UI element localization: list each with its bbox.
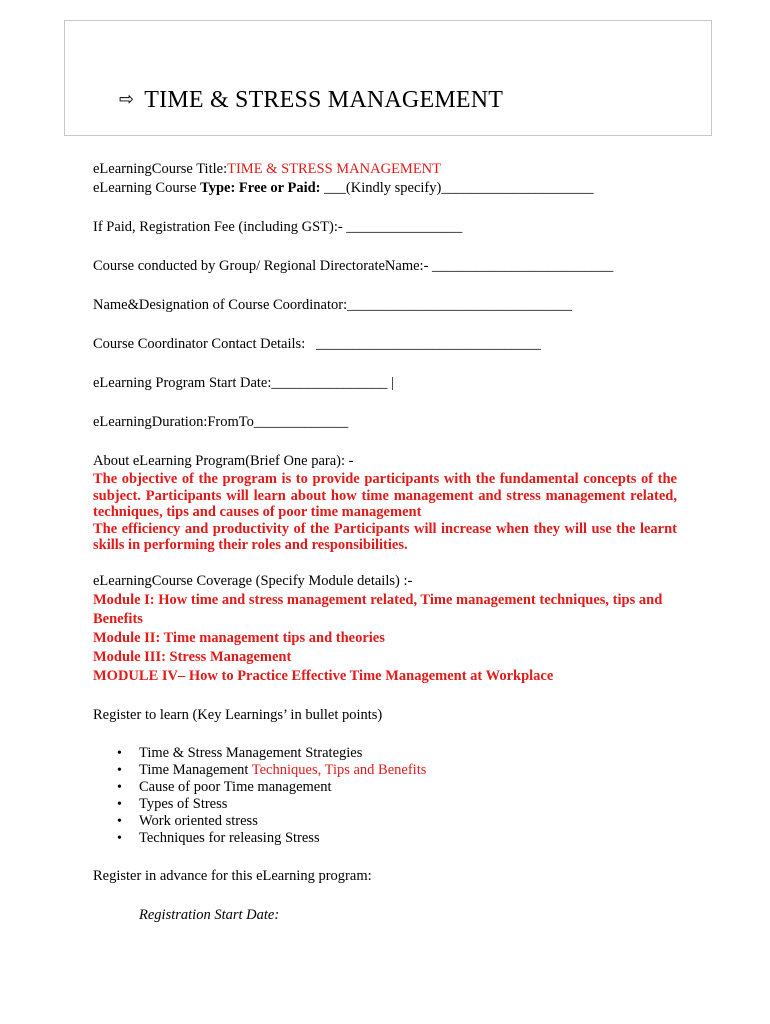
course-title-line [93, 160, 677, 179]
arrow-right-icon: ⇨ [119, 89, 135, 110]
about-para-1: The objective of the program is to provide participants with the fundamental concepts of the subject. Participants will learn about how time management and stress management related, techniques, tips and causes of poor time management [93, 471, 677, 520]
group-line: Course conducted by Group/ Regional DirectorateName:- _________________________ [93, 258, 614, 274]
list-item [139, 813, 677, 830]
list-item [139, 830, 677, 847]
contact-line: Course Coordinator Contact Details: _______________________________ [93, 336, 541, 352]
list-item-text: Types of Stress [139, 795, 228, 812]
coordinator-line: Name&Designation of Course Coordinator:_______________________________ [93, 297, 572, 313]
course-type-label: Type: Free or Paid: [200, 180, 321, 196]
list-item-text: Time & Stress Management Strategies [139, 744, 363, 761]
document-body [93, 160, 677, 925]
learnings-list [93, 745, 677, 847]
register-heading: Register in advance for this eLearning program: [93, 867, 372, 884]
learnings-heading: Register to learn (Key Learnings’ in bullet points) [93, 706, 383, 723]
list-item-text: Techniques for releasing Stress [139, 829, 320, 846]
about-heading: About eLearning Program(Brief One para): - [93, 453, 354, 469]
course-type-prefix: eLearning Course [93, 180, 201, 196]
list-item [139, 745, 677, 762]
title-text: TIME & STRESS MANAGEMENT [144, 87, 504, 113]
course-type-line [93, 179, 677, 198]
module-item: Module I: How time and stress management related, Time management techniques, tips and Benefits [93, 591, 663, 627]
list-item [139, 762, 677, 779]
module-item: Module II: Time management tips and theories [93, 629, 385, 646]
start-date-line: eLearning Program Start Date:________________ | [93, 375, 394, 391]
title-box [64, 20, 712, 136]
course-title-value: TIME & STRESS MANAGEMENT [227, 161, 442, 177]
coverage-heading: eLearningCourse Coverage (Specify Module details) :- [93, 572, 413, 589]
course-type-value: ___(Kindly specify)_____________________ [320, 180, 594, 196]
fee-line: If Paid, Registration Fee (including GST):- ________________ [93, 219, 463, 235]
list-item-text: Cause of poor Time management [139, 778, 332, 795]
module-item: Module III: Stress Management [93, 648, 292, 665]
course-title-label: eLearningCourse Title: [93, 161, 228, 177]
list-item [139, 779, 677, 796]
list-item [139, 796, 677, 813]
list-item-text: Time Management [139, 761, 252, 778]
about-para-2: The efficiency and productivity of the Participants will increase when they will use the learnt skills in performing their roles and responsibilities. [93, 520, 677, 553]
list-item-text: Work oriented stress [139, 812, 258, 829]
list-item-highlight: Techniques, Tips and Benefits [251, 761, 427, 778]
about-body [93, 471, 677, 554]
duration-line: eLearningDuration:FromTo_____________ [93, 414, 349, 430]
module-list [93, 591, 677, 686]
registration-start-date-label: Registration Start Date: [139, 906, 280, 923]
module-item: MODULE IV– How to Practice Effective Time Management at Workplace [93, 667, 554, 684]
document-title [119, 87, 503, 114]
